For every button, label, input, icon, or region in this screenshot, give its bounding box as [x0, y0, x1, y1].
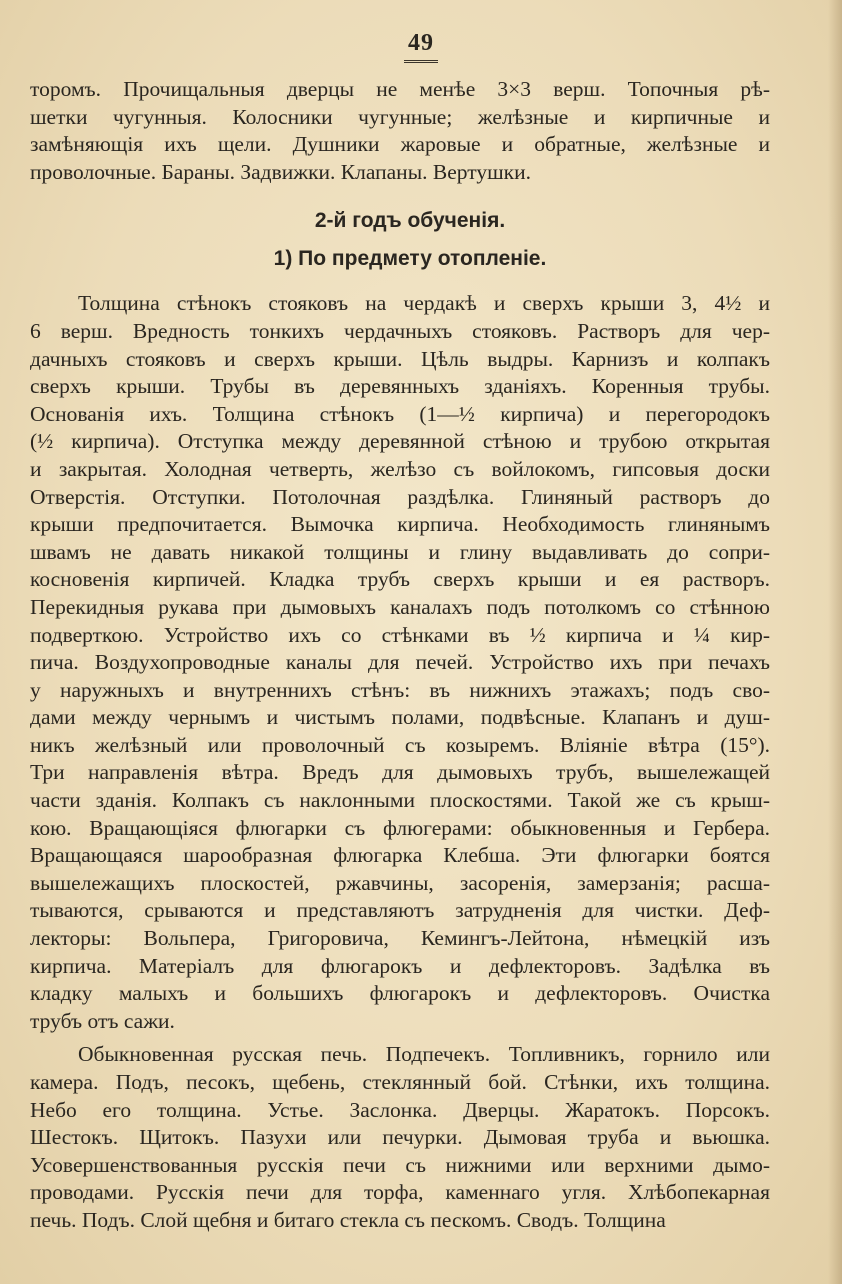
text-line: Отверстія. Отступки. Потолочная раздѣлка. Глиняный растворъ до — [30, 484, 770, 509]
text-line: замѣняющія ихъ щели. Душники жаровые и обратные, желѣзные и — [30, 132, 770, 157]
text-line: крыши предпочитается. Вымочка кирпича. Необходимость глинянымъ — [30, 512, 770, 537]
text-line: Небо его толщина. Устье. Заслонка. Дверцы. Жаратокъ. Порсокъ. — [30, 1097, 770, 1122]
text-line: вышележащихъ плоскостей, ржавчины, засоренія, замерзанія; расша- — [30, 870, 770, 895]
text-line: косновенія кирпичей. Кладка трубъ сверхъ крыши и ея растворъ. — [30, 567, 770, 592]
text-line: печь. Подъ. Слой щебня и битаго стекла съ пескомъ. Сводъ. Толщина — [30, 1207, 666, 1232]
text-line: Толщина стѣнокъ стояковъ на чердакѣ и сверхъ крыши 3, 4½ и — [78, 291, 770, 316]
text-line: кою. Вращающіяся флюгарки съ флюгерами: обыкновенныя и Гербера. — [30, 815, 770, 840]
text-line: трубъ отъ сажи. — [30, 1008, 175, 1033]
page-body — [30, 76, 770, 1235]
text-line: части зданія. Колпакъ съ наклонными плоскостями. Такой же съ крыш- — [30, 788, 770, 813]
text-line: тываются, срываются и представляютъ затрудненія для чистки. Деф- — [30, 898, 770, 923]
text-line: швамъ не давать никакой толщины и глину выдавливать до сопри- — [30, 539, 770, 564]
page-number: 49 — [404, 30, 438, 63]
text-line: Основанія ихъ. Толщина стѣнокъ (1—½ кирпича) и перегородокъ — [30, 401, 770, 426]
text-line: Три направленія вѣтра. Вредъ для дымовыхъ трубъ, вышележащей — [30, 760, 770, 785]
text-line: лекторы: Вольпера, Григоровича, Кемингъ-Лейтона, нѣмецкій изъ — [30, 926, 770, 951]
text-line: Вращающаяся шарообразная флюгарка Клебша. Эти флюгарки боятся — [30, 843, 770, 868]
section-heading-year: 2-й годъ обученія. — [314, 209, 506, 233]
text-line: торомъ. Прочищальныя дверцы не менѣе 3×3 верш. Топочныя рѣ- — [30, 77, 770, 101]
text-line: дами между чернымъ и чистымъ полами, подвѣсные. Клапанъ и душ- — [30, 705, 770, 730]
page-edge-shadow — [828, 0, 842, 1284]
section-heading-subject: 1) По предмету отопленіе. — [273, 247, 547, 271]
text-line: подверткою. Устройство ихъ со стѣнками въ ½ кирпича и ¼ кир- — [30, 622, 770, 647]
text-line: шетки чугунныя. Колосники чугунные; желѣзные и кирпичные и — [30, 104, 770, 129]
intro-paragraph — [30, 76, 770, 186]
text-line: кладку малыхъ и большихъ флюгарокъ и дефлекторовъ. Очистка — [30, 981, 770, 1006]
text-line: камера. Подъ, песокъ, щебень, стеклянный бой. Стѣнки, ихъ толщина. — [30, 1070, 770, 1094]
text-line: и закрытая. Холодная четверть, желѣзо съ войлокомъ, гипсовыя доски — [30, 456, 770, 481]
text-line: (½ кирпича). Отступка между деревянной стѣною и трубою открытая — [30, 429, 770, 454]
text-line: Усовершенствованныя русскія печи съ нижними или верхними дымо- — [30, 1152, 770, 1177]
paragraph-russian-stove — [30, 1041, 770, 1234]
text-line: проволочные. Бараны. Задвижки. Клапаны. Вертушки. — [30, 159, 531, 184]
text-line: сверхъ крыши. Трубы въ деревянныхъ зданіяхъ. Коренныя трубы. — [30, 374, 770, 399]
paragraph-chimneys — [30, 290, 770, 1035]
text-line: проводами. Русскія печи для торфа, каменнаго угля. Хлѣбопекарная — [30, 1180, 770, 1205]
text-line: Перекидныя рукава при дымовыхъ каналахъ подъ потолкомъ со стѣнною — [30, 594, 770, 619]
text-line: у наружныхъ и внутреннихъ стѣнъ: въ нижнихъ этажахъ; подъ сво- — [30, 677, 770, 702]
page-header — [0, 30, 842, 63]
text-line: пича. Воздухопроводные каналы для печей. Устройство ихъ при печахъ — [30, 650, 770, 675]
text-line: никъ желѣзный или проволочный съ козыремъ. Вліяніе вѣтра (15°). — [30, 732, 770, 757]
text-line: кирпича. Матеріалъ для флюгарокъ и дефлекторовъ. Задѣлка въ — [30, 953, 770, 978]
text-line: дачныхъ стояковъ и сверхъ крыши. Цѣль выдры. Карнизъ и колпакъ — [30, 346, 770, 371]
text-line: Шестокъ. Щитокъ. Пазухи или печурки. Дымовая труба и вьюшка. — [30, 1125, 770, 1150]
text-line: Обыкновенная русская печь. Подпечекъ. Топливникъ, горнило или — [78, 1042, 770, 1067]
text-line: 6 верш. Вредность тонкихъ чердачныхъ стояковъ. Растворъ для чер- — [30, 318, 770, 343]
